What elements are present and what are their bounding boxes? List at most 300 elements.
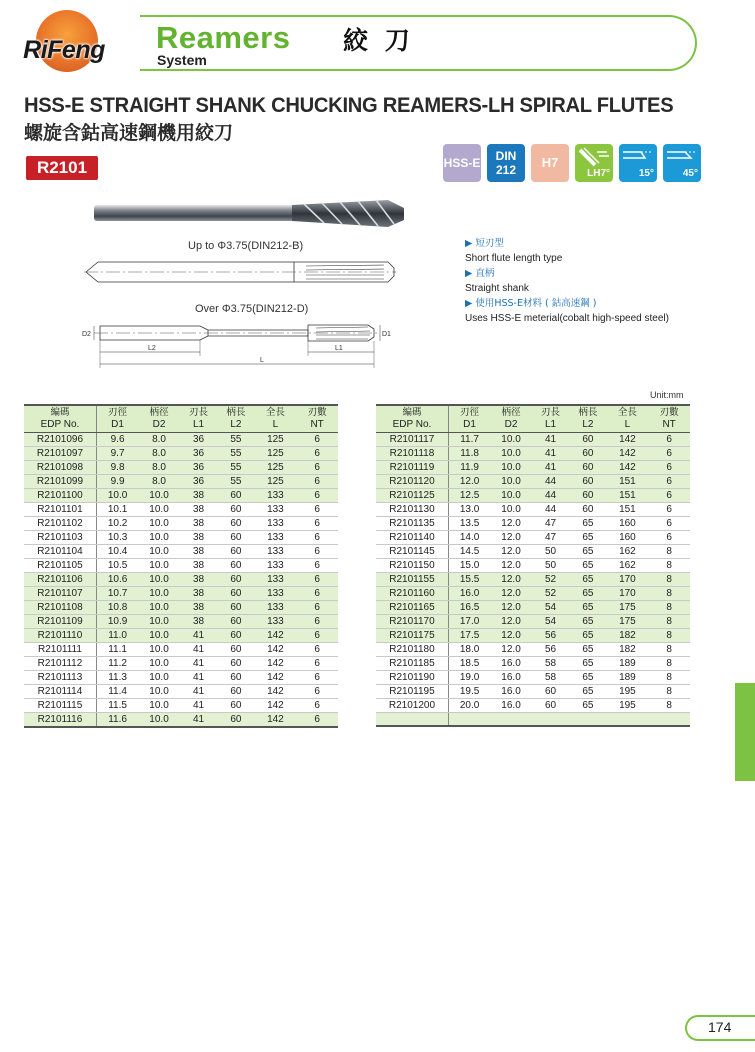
table-cell: 60 — [217, 629, 254, 643]
table-cell: 12.0 — [490, 643, 532, 657]
table-cell: R2101111 — [24, 643, 96, 657]
table-cell: 6 — [296, 615, 338, 629]
hss-e-label: HSS-E — [443, 156, 481, 170]
table-cell: 16.0 — [490, 657, 532, 671]
table-cell: R2101098 — [24, 461, 96, 475]
table-cell: 65 — [569, 517, 606, 531]
table-cell: R2101100 — [24, 489, 96, 503]
table-cell: 60 — [217, 713, 254, 728]
column-header — [24, 405, 96, 433]
column-header — [217, 405, 254, 433]
table-cell: 12.0 — [448, 475, 490, 489]
table-row — [376, 489, 690, 503]
table-cell: 11.7 — [448, 433, 490, 447]
table-cell: 50 — [532, 545, 569, 559]
table-cell: 52 — [532, 573, 569, 587]
table-cell: 12.0 — [490, 531, 532, 545]
table-cell: 6 — [296, 643, 338, 657]
table-cell: 8 — [648, 699, 690, 713]
table-cell — [569, 713, 606, 727]
table-cell: 38 — [180, 531, 217, 545]
table-cell: 50 — [532, 559, 569, 573]
table-cell: 10.0 — [96, 489, 138, 503]
table-cell: 60 — [217, 517, 254, 531]
table-cell: 170 — [607, 573, 649, 587]
column-header-en: L1 — [192, 419, 205, 430]
table-cell: 60 — [569, 433, 606, 447]
column-header-cn: 柄徑 — [149, 407, 169, 418]
column-header-cn: 刃徑 — [460, 407, 480, 418]
table-cell: 6 — [648, 489, 690, 503]
table-cell: 8.0 — [138, 475, 180, 489]
column-header — [607, 405, 649, 433]
table-cell: 142 — [255, 657, 297, 671]
table-cell: 18.0 — [448, 643, 490, 657]
table-cell: 142 — [255, 671, 297, 685]
table-cell: 58 — [532, 657, 569, 671]
table-cell: 10.8 — [96, 601, 138, 615]
table-cell: 189 — [607, 657, 649, 671]
table-cell: 8.0 — [138, 461, 180, 475]
spec-table-right — [376, 404, 690, 727]
table-cell: 8 — [648, 671, 690, 685]
table-cell: 8 — [648, 545, 690, 559]
table-cell: 6 — [296, 503, 338, 517]
table-cell: 38 — [180, 615, 217, 629]
table-cell: 11.6 — [96, 713, 138, 728]
page-number: 174 — [708, 1019, 732, 1035]
h7-tolerance-icon — [531, 144, 569, 182]
table-row — [24, 657, 338, 671]
table-cell: 133 — [255, 587, 297, 601]
table-cell: 55 — [217, 433, 254, 447]
table-cell: 133 — [255, 545, 297, 559]
table-cell: 6 — [296, 475, 338, 489]
table-cell: 36 — [180, 433, 217, 447]
din-label: DIN — [495, 149, 517, 163]
table-cell: 19.0 — [448, 671, 490, 685]
table-cell: 133 — [255, 517, 297, 531]
table-cell: 6 — [296, 685, 338, 699]
table-cell: 10.0 — [138, 615, 180, 629]
table-cell: 19.5 — [448, 685, 490, 699]
table-cell: R2101107 — [24, 587, 96, 601]
table-cell: 14.5 — [448, 545, 490, 559]
table-cell: 125 — [255, 447, 297, 461]
table-cell — [448, 713, 490, 727]
table-row — [24, 629, 338, 643]
table-cell: 11.2 — [96, 657, 138, 671]
table-cell: 60 — [569, 447, 606, 461]
table-cell: R2101155 — [376, 573, 448, 587]
column-header-en: EDP No. — [392, 419, 432, 430]
table-cell: 60 — [217, 699, 254, 713]
table-cell: 10.0 — [490, 433, 532, 447]
table-cell: 12.0 — [490, 601, 532, 615]
table-cell: 6 — [296, 629, 338, 643]
column-header — [376, 405, 448, 433]
table-cell: 6 — [296, 433, 338, 447]
table-cell: 38 — [180, 559, 217, 573]
drawing-din212-d — [80, 316, 400, 370]
table-cell: 10.1 — [96, 503, 138, 517]
table-cell: 8 — [648, 685, 690, 699]
table-cell: 20.0 — [448, 699, 490, 713]
table-cell: 14.0 — [448, 531, 490, 545]
table-cell: 12.0 — [490, 615, 532, 629]
table-cell: R2101120 — [376, 475, 448, 489]
feature-3-cn: ▶ 使用HSS-E材料 ( 鈷高速鋼 ) — [465, 298, 597, 309]
column-header-cn: 刃數 — [307, 407, 327, 418]
table-cell: 8 — [648, 573, 690, 587]
table-cell: 6 — [648, 433, 690, 447]
table-cell: 6 — [296, 657, 338, 671]
table-cell: 11.8 — [448, 447, 490, 461]
table-row — [24, 461, 338, 475]
table-cell: 133 — [255, 531, 297, 545]
table-row — [376, 517, 690, 531]
table-cell: 10.0 — [490, 503, 532, 517]
table-cell: 12.0 — [490, 587, 532, 601]
column-header-cn: 刃數 — [659, 407, 679, 418]
table-cell: 60 — [217, 573, 254, 587]
table-cell: 142 — [607, 461, 649, 475]
table-cell: 60 — [217, 685, 254, 699]
table-cell: 65 — [569, 587, 606, 601]
table-cell: 6 — [296, 573, 338, 587]
table-cell: 10.7 — [96, 587, 138, 601]
table-cell: 6 — [296, 489, 338, 503]
table-cell: 6 — [296, 601, 338, 615]
table-cell: 41 — [532, 461, 569, 475]
table-cell: 142 — [255, 629, 297, 643]
product-code-badge: R2101 — [26, 156, 98, 180]
table-cell: 11.5 — [96, 699, 138, 713]
table-cell: R2101200 — [376, 699, 448, 713]
table-cell: 8 — [648, 643, 690, 657]
table-row — [24, 545, 338, 559]
table-cell: R2101116 — [24, 713, 96, 728]
table-cell: 60 — [532, 699, 569, 713]
table-cell — [648, 713, 690, 727]
table-cell: 44 — [532, 489, 569, 503]
table-cell: 12.0 — [490, 545, 532, 559]
column-header-cn: 柄長 — [578, 407, 598, 418]
table-cell: 133 — [255, 489, 297, 503]
table-cell: 16.0 — [490, 685, 532, 699]
table-cell: 10.0 — [138, 643, 180, 657]
dim-d1-label: D1 — [382, 331, 391, 338]
table-cell: 38 — [180, 601, 217, 615]
feature-1-cn: ▶ 短刃型 — [465, 238, 504, 249]
table-cell: R2101096 — [24, 433, 96, 447]
table-cell: 65 — [569, 545, 606, 559]
column-header-en: D2 — [504, 419, 518, 430]
table-cell: 125 — [255, 461, 297, 475]
table-cell: 6 — [296, 699, 338, 713]
table-cell: 160 — [607, 531, 649, 545]
hss-e-material-icon — [443, 144, 481, 182]
table-row — [24, 573, 338, 587]
table-cell: R2101103 — [24, 531, 96, 545]
feature-2-cn: ▶ 直柄 — [465, 268, 495, 279]
table-cell: R2101130 — [376, 503, 448, 517]
table-cell: 17.0 — [448, 615, 490, 629]
table-cell: 10.5 — [96, 559, 138, 573]
left-hand-spiral-icon — [575, 144, 613, 182]
table-body — [376, 433, 690, 727]
table-row — [376, 587, 690, 601]
table-cell: 17.5 — [448, 629, 490, 643]
table-cell: 41 — [180, 685, 217, 699]
table-cell: 9.9 — [96, 475, 138, 489]
table-cell: 10.0 — [138, 531, 180, 545]
table-row — [376, 475, 690, 489]
column-header-en: NT — [662, 419, 676, 430]
table-cell: R2101135 — [376, 517, 448, 531]
dim-l2-label: L2 — [148, 345, 156, 352]
table-cell: 6 — [648, 447, 690, 461]
column-header-cn: 全長 — [265, 407, 285, 418]
brand-logo — [14, 10, 114, 80]
table-row — [24, 713, 338, 728]
column-header-en: EDP No. — [40, 419, 80, 430]
column-header-cn: 全長 — [617, 407, 637, 418]
table-cell: R2101097 — [24, 447, 96, 461]
table-cell: R2101140 — [376, 531, 448, 545]
table-cell: 38 — [180, 517, 217, 531]
column-header — [532, 405, 569, 433]
table-cell: 133 — [255, 559, 297, 573]
column-header — [490, 405, 532, 433]
table-row — [24, 531, 338, 545]
table-cell: R2101110 — [24, 629, 96, 643]
table-cell: R2101118 — [376, 447, 448, 461]
table-cell: 10.0 — [138, 489, 180, 503]
product-heading-en: HSS-E STRAIGHT SHANK CHUCKING REAMERS-LH SPIRAL FLUTES — [24, 94, 674, 117]
table-cell: 16.5 — [448, 601, 490, 615]
h7-label: H7 — [541, 155, 559, 170]
table-cell: R2101109 — [24, 615, 96, 629]
table-row — [24, 587, 338, 601]
table-cell: 16.0 — [448, 587, 490, 601]
table-cell: 11.0 — [96, 629, 138, 643]
lh-label: LH7° — [587, 168, 610, 179]
table-cell: R2101150 — [376, 559, 448, 573]
column-header — [648, 405, 690, 433]
table-cell: 41 — [180, 713, 217, 728]
table-cell: 151 — [607, 489, 649, 503]
table-cell: 170 — [607, 587, 649, 601]
chamfer-45-icon — [663, 144, 701, 182]
table-cell: R2101102 — [24, 517, 96, 531]
table-row — [376, 503, 690, 517]
column-header-cn: 刃長 — [541, 407, 561, 418]
table-cell: 38 — [180, 545, 217, 559]
table-cell: 11.3 — [96, 671, 138, 685]
table-cell: 8 — [648, 615, 690, 629]
table-row — [24, 601, 338, 615]
table-cell: 10.0 — [138, 713, 180, 728]
table-row — [376, 601, 690, 615]
table-cell: 10.0 — [138, 629, 180, 643]
table-cell: 60 — [217, 503, 254, 517]
table-cell: 10.4 — [96, 545, 138, 559]
table-cell: 41 — [180, 657, 217, 671]
table-row — [24, 671, 338, 685]
table-cell: 13.0 — [448, 503, 490, 517]
table-cell: R2101108 — [24, 601, 96, 615]
table-row — [376, 573, 690, 587]
table-cell: 151 — [607, 475, 649, 489]
table-cell — [532, 713, 569, 727]
table-cell: R2101185 — [376, 657, 448, 671]
table-cell: 60 — [532, 685, 569, 699]
table-row — [376, 713, 690, 727]
dim-l1-label: L1 — [335, 345, 343, 352]
table-cell: 6 — [296, 559, 338, 573]
din-number: 212 — [495, 163, 517, 177]
table-cell: 9.7 — [96, 447, 138, 461]
table-cell: 8 — [648, 587, 690, 601]
table-cell: 8 — [648, 601, 690, 615]
table-cell: 54 — [532, 601, 569, 615]
table-cell: 56 — [532, 629, 569, 643]
table-cell: 10.0 — [138, 657, 180, 671]
column-header — [296, 405, 338, 433]
table-cell: 6 — [296, 545, 338, 559]
table-row — [24, 503, 338, 517]
column-header — [448, 405, 490, 433]
table-cell: R2101113 — [24, 671, 96, 685]
table-cell: 41 — [180, 671, 217, 685]
table-row — [376, 643, 690, 657]
table-cell: R2101175 — [376, 629, 448, 643]
table-cell: 41 — [180, 643, 217, 657]
table-header-row — [376, 405, 690, 433]
table-cell: 60 — [217, 545, 254, 559]
table-cell: 11.4 — [96, 685, 138, 699]
table-cell: 142 — [607, 433, 649, 447]
table-cell: 41 — [180, 629, 217, 643]
table-cell: 65 — [569, 629, 606, 643]
table-row — [376, 531, 690, 545]
table-cell: 195 — [607, 685, 649, 699]
column-header-cn: 刃長 — [189, 407, 209, 418]
section-title: Reamers — [156, 20, 291, 55]
table-cell: 6 — [296, 517, 338, 531]
section-title-cjk: 絞 刀 — [343, 26, 414, 55]
table-cell: 6 — [296, 461, 338, 475]
table-row — [376, 629, 690, 643]
table-cell: 10.6 — [96, 573, 138, 587]
table-cell: 6 — [648, 475, 690, 489]
column-header — [96, 405, 138, 433]
table-cell: 11.1 — [96, 643, 138, 657]
table-cell: 10.0 — [490, 461, 532, 475]
table-cell: 10.0 — [138, 601, 180, 615]
section-side-tab — [735, 683, 755, 781]
table-row — [376, 447, 690, 461]
table-cell: R2101119 — [376, 461, 448, 475]
table-row — [376, 615, 690, 629]
table-cell: 65 — [569, 643, 606, 657]
column-header-en: L2 — [582, 419, 594, 430]
table-cell: R2101195 — [376, 685, 448, 699]
table-row — [376, 657, 690, 671]
table-cell: 6 — [648, 503, 690, 517]
table-cell: 60 — [217, 559, 254, 573]
table-cell: 182 — [607, 643, 649, 657]
table-cell: 133 — [255, 615, 297, 629]
column-header-en: D1 — [111, 419, 124, 430]
table-cell: 10.0 — [138, 503, 180, 517]
table-cell: 10.3 — [96, 531, 138, 545]
table-cell: R2101125 — [376, 489, 448, 503]
table-cell: 142 — [607, 447, 649, 461]
feature-list — [465, 236, 669, 326]
table-cell: 12.5 — [448, 489, 490, 503]
table-cell: 133 — [255, 573, 297, 587]
table-cell: R2101180 — [376, 643, 448, 657]
table-row — [24, 643, 338, 657]
table-cell: 38 — [180, 587, 217, 601]
table-cell: 8 — [648, 657, 690, 671]
feature-1-en: Short flute length type — [465, 253, 563, 264]
table-cell: 38 — [180, 573, 217, 587]
product-heading-cjk: 螺旋含鈷高速鋼機用絞刀 — [24, 122, 234, 144]
table-cell: 10.0 — [138, 517, 180, 531]
table-row — [376, 433, 690, 447]
table-cell: 11.9 — [448, 461, 490, 475]
table-cell: 60 — [217, 531, 254, 545]
column-header — [255, 405, 297, 433]
table-row — [24, 559, 338, 573]
table-cell: 65 — [569, 671, 606, 685]
table-cell: 55 — [217, 475, 254, 489]
table-cell: 55 — [217, 447, 254, 461]
table-row — [24, 475, 338, 489]
table-row — [24, 517, 338, 531]
section-subtitle: System — [157, 52, 207, 68]
table-cell: 65 — [569, 699, 606, 713]
table-row — [376, 671, 690, 685]
column-header-cn: 刃徑 — [108, 407, 128, 418]
table-cell: 65 — [569, 559, 606, 573]
table-cell: 60 — [569, 461, 606, 475]
table-cell: 60 — [569, 489, 606, 503]
table-cell: 18.5 — [448, 657, 490, 671]
table-row — [376, 545, 690, 559]
chamfer-15-icon — [619, 144, 657, 182]
table-row — [24, 699, 338, 713]
table-cell: 10.0 — [490, 475, 532, 489]
table-cell: 10.2 — [96, 517, 138, 531]
table-cell: 38 — [180, 489, 217, 503]
caption-din212-d: Over Φ3.75(DIN212-D) — [195, 303, 309, 315]
table-row — [376, 699, 690, 713]
table-cell: 10.0 — [138, 545, 180, 559]
table-cell: 13.5 — [448, 517, 490, 531]
dim-l-label: L — [260, 357, 264, 364]
table-cell: 142 — [255, 685, 297, 699]
table-cell: R2101106 — [24, 573, 96, 587]
table-cell: R2101165 — [376, 601, 448, 615]
table-cell: R2101105 — [24, 559, 96, 573]
table-cell: 60 — [217, 489, 254, 503]
table-row — [24, 615, 338, 629]
table-cell: R2101145 — [376, 545, 448, 559]
